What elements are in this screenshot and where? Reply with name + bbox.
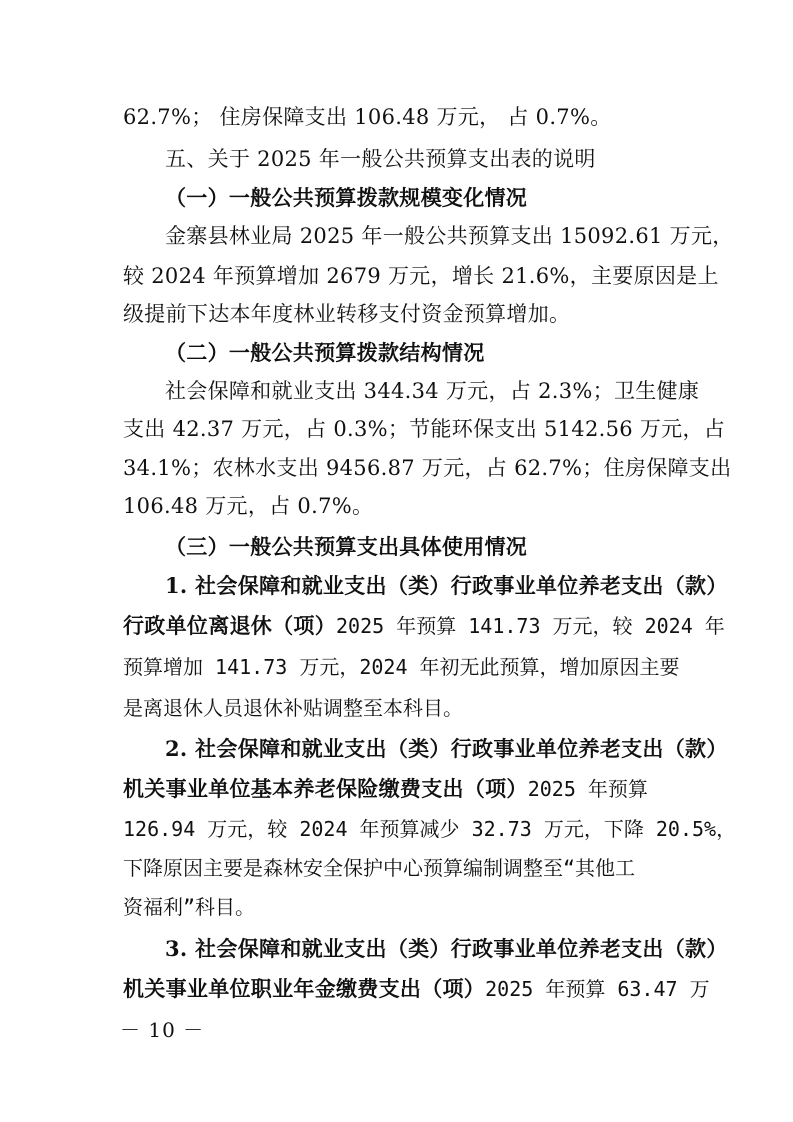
subsection-heading: （三）一般公共预算支出具体使用情况 [165, 534, 528, 559]
item-text: 2025 年预算 141.73 万元，较 2024 年 [336, 614, 725, 638]
subsection-heading: （二）一般公共预算拨款结构情况 [165, 340, 485, 365]
subsection-heading: （一）一般公共预算拨款规模变化情况 [165, 185, 528, 210]
body-line: 62.7%； 住房保障支出 106.48 万元， 占 0.7%。 [123, 105, 612, 129]
item-title: 机关事业单位职业年金缴费支出（项） [123, 976, 486, 1001]
item-heading: 1. 社会保障和就业支出（类）行政事业单位养老支出（款） [165, 573, 728, 598]
item-title: 机关事业单位基本养老保险缴费支出（项） [123, 776, 528, 801]
body-line [123, 612, 725, 640]
body-line: 106.48 万元，占 0.7%。 [123, 494, 374, 518]
item-heading: 2. 社会保障和就业支出（类）行政事业单位养老支出（款） [165, 736, 728, 761]
item-heading: 3. 社会保障和就业支出（类）行政事业单位养老支出（款） [165, 936, 728, 961]
body-line: 126.94 万元，较 2024 年预算减少 32.73 万元，下降 20.5%， [123, 817, 737, 841]
body-line: 支出 42.37 万元，占 0.3%；节能环保支出 5142.56 万元，占 [123, 417, 726, 441]
body-line: 下降原因主要是森林安全保护中心预算编制调整至“其他工 [123, 856, 636, 880]
body-line: 预算增加 141.73 万元，2024 年初无此预算，增加原因主要 [123, 655, 680, 679]
item-text: 2025 年预算 [527, 777, 648, 801]
body-line: 较 2024 年预算增加 2679 万元，增长 21.6%，主要原因是上 [123, 264, 719, 288]
body-line: 资福利”科目。 [123, 895, 256, 919]
item-text: 2025 年预算 63.47 万 [485, 977, 710, 1001]
body-line: 级提前下达本年度林业转移支付资金预算增加。 [123, 302, 571, 326]
body-line: 社会保障和就业支出 344.34 万元，占 2.3%；卫生健康 [165, 379, 700, 403]
body-line: 34.1%；农林水支出 9456.87 万元，占 62.7%；住房保障支出 [123, 456, 732, 480]
item-title: 行政单位离退休（项） [123, 613, 336, 638]
page-number: － 10 － [120, 1018, 205, 1042]
body-line [123, 775, 673, 803]
section-heading: 五、关于 2025 年一般公共预算支出表的说明 [165, 147, 596, 171]
body-line [123, 975, 710, 1003]
body-line: 金寨县林业局 2025 年一般公共预算支出 15092.61 万元， [165, 224, 734, 248]
body-line: 是离退休人员退休补贴调整至本科目。 [123, 696, 463, 720]
